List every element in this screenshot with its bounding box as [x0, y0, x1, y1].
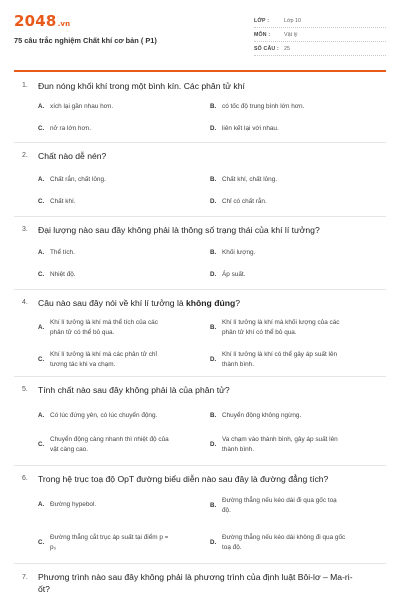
- logo-main: 2048: [14, 12, 57, 30]
- header-divider: [14, 70, 386, 72]
- answer-option-d[interactable]: D. Khí lí tưởng là khí có thể gây áp suất lên thành bình.: [210, 351, 338, 368]
- question-number: 4.: [22, 299, 28, 306]
- question-number: 1.: [22, 82, 28, 89]
- answer-option-b[interactable]: B. Chuyển động không ngừng.: [210, 412, 302, 419]
- question-divider: [14, 216, 386, 217]
- answer-option-b[interactable]: B. có tốc độ trung bình lớn hơn.: [210, 103, 305, 110]
- meta-key: SỐ CÂU :: [254, 45, 279, 52]
- emphasis-text: không đúng: [186, 298, 236, 308]
- question-number: 3.: [22, 226, 28, 233]
- question-divider: [14, 563, 386, 564]
- question-divider: [14, 289, 386, 290]
- answer-option-a[interactable]: A. Có lúc đứng yên, có lúc chuyển động.: [38, 412, 158, 419]
- answer-option-c[interactable]: C. Khí lí tưởng là khí mà các phân tử chỉ tương tác khi va chạm.: [38, 351, 157, 368]
- question-text: Chất nào dễ nén?: [38, 151, 107, 161]
- answer-option-a[interactable]: A. Đường hypebol.: [38, 501, 97, 508]
- question-divider: [14, 376, 386, 377]
- question-text: Trong hệ trục toạ độ OpT đường biểu diễn nào sau đây là đường đẳng tích?: [38, 474, 329, 484]
- answer-option-c[interactable]: C. Chất khí.: [38, 198, 76, 205]
- answer-option-a[interactable]: A. Thể tích.: [38, 249, 75, 256]
- site-logo[interactable]: [14, 12, 70, 30]
- page-header: [0, 0, 400, 66]
- question-text: Đun nóng khối khí trong một bình kín. Các phân tử khí: [38, 81, 245, 91]
- question-number: 6.: [22, 475, 28, 482]
- logo-suffix: .vn: [57, 20, 71, 28]
- answer-option-d[interactable]: D. Va chạm vào thành bình, gây áp suất lên thành bình.: [210, 436, 338, 453]
- meta-info: [254, 14, 386, 56]
- answer-option-a[interactable]: A. Khí lí tưởng là khí mà thể tích của các phân tử có thể bỏ qua.: [38, 319, 158, 336]
- answer-option-c[interactable]: C. Chuyển động càng nhanh thì nhiệt độ của vật càng cao.: [38, 436, 169, 453]
- answer-option-c[interactable]: C. Nhiệt độ.: [38, 271, 76, 278]
- question-text: Tính chất nào sau đây không phải là của phân tử?: [38, 385, 230, 395]
- meta-key: LỚP :: [254, 17, 270, 24]
- answer-option-b[interactable]: B. Khối lượng.: [210, 249, 256, 256]
- answer-option-b[interactable]: B. Khí lí tưởng là khí mà khối lượng của các phân tử khí có thể bỏ qua.: [210, 319, 340, 336]
- answer-option-c[interactable]: C. nở ra lớn hơn.: [38, 125, 91, 132]
- document-title: 75 câu trắc nghiệm Chất khí cơ bản ( P1): [14, 36, 157, 45]
- question-number: 7.: [22, 574, 28, 581]
- question-text: Phương trình nào sau đây không phải là phương trình của định luật Bôi-lơ – Ma-ri- ốt?: [38, 572, 353, 594]
- answer-option-d[interactable]: D. liên kết lại với nhau.: [210, 125, 279, 132]
- answer-option-c[interactable]: C. Đường thẳng cắt trục áp suất tại điểm p = p₀: [38, 534, 169, 551]
- question-divider: [14, 465, 386, 466]
- answer-option-d[interactable]: D. Áp suất.: [210, 271, 246, 278]
- question-number: 2.: [22, 152, 28, 159]
- answer-option-a[interactable]: A. xích lại gần nhau hơn.: [38, 103, 114, 110]
- meta-row-class: [254, 14, 386, 28]
- meta-row-count: [254, 42, 386, 56]
- meta-value: 25: [284, 45, 290, 52]
- answer-option-b[interactable]: B. Chất khí, chất lỏng.: [210, 176, 278, 183]
- question-divider: [14, 142, 386, 143]
- meta-value: Vật lý: [284, 31, 298, 38]
- question-number: 5.: [22, 386, 28, 393]
- meta-row-subject: [254, 28, 386, 42]
- answer-option-d[interactable]: D. Chỉ có chất rắn.: [210, 198, 267, 205]
- answer-option-d[interactable]: D. Đường thẳng nếu kéo dài không đi qua gốc toạ độ.: [210, 534, 346, 551]
- question-text: Câu nào sau đây nói về khí lí tưởng là không đúng?: [38, 298, 240, 308]
- meta-key: MÔN :: [254, 31, 271, 38]
- question-text: Đại lượng nào sau đây không phải là thông số trạng thái của khí lí tưởng?: [38, 225, 320, 235]
- meta-value: Lớp 10: [284, 17, 302, 24]
- answer-option-a[interactable]: A. Chất rắn, chất lỏng.: [38, 176, 106, 183]
- answer-option-b[interactable]: B. Đường thẳng nếu kéo dài đi qua gốc toạ độ.: [210, 497, 337, 514]
